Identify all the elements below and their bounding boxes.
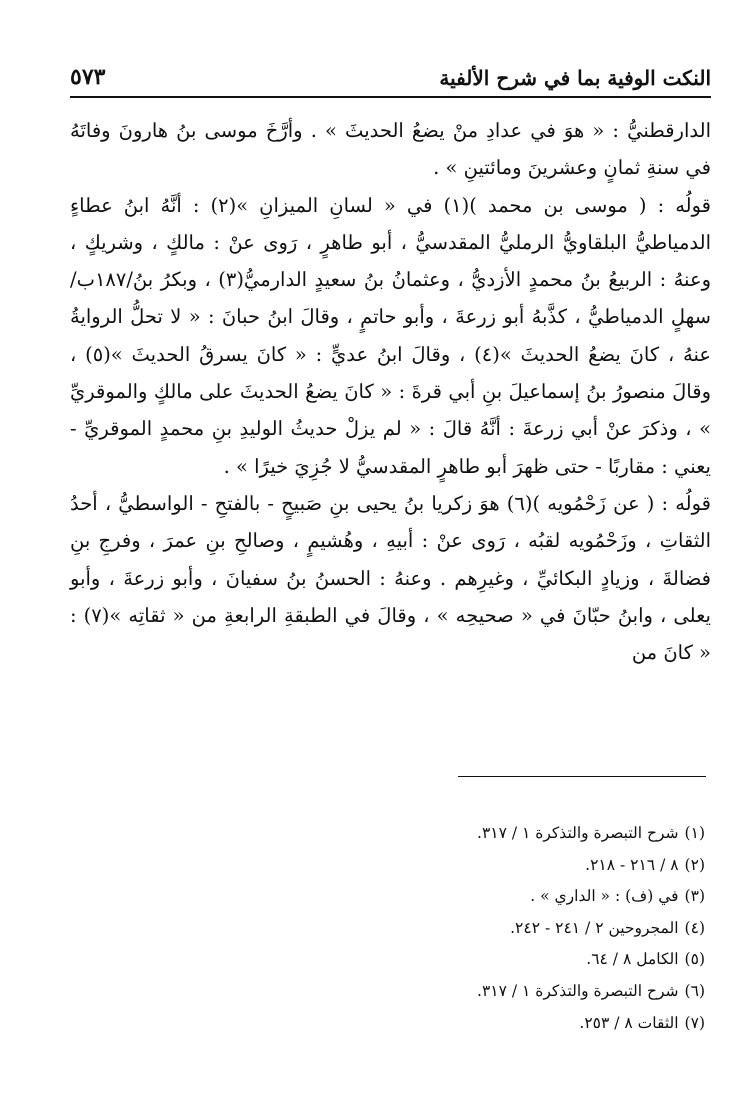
footnotes <box>70 818 705 1039</box>
paragraph: الدارقطنيُّ : « هوَ في عدادِ منْ يضعُ الحديثَ » . وأرَّخَ موسى بنُ هارونَ وفاتَهُ في سنةِ ثمانٍ وعشرينَ ومائتينِ » . <box>70 119 711 180</box>
footnote <box>70 881 705 913</box>
footnote-number: (٢) <box>684 855 705 874</box>
footnote-number: (٣) <box>684 887 705 906</box>
footnote <box>70 944 705 976</box>
running-title: النكت الوفية بما في شرح الألفية <box>439 66 711 90</box>
footnote-number: (٤) <box>684 918 705 937</box>
footnote <box>70 818 705 850</box>
page-number: ٥٧٣ <box>70 64 106 90</box>
footnote-separator <box>458 776 706 777</box>
footnote <box>70 850 705 882</box>
footnote-text: المجروحين ٢ / ٢٤١ - ٢٤٢. <box>510 918 679 937</box>
footnote <box>70 1008 705 1040</box>
page-header <box>70 50 711 98</box>
footnote <box>70 976 705 1008</box>
footnote-number: (١) <box>684 824 705 842</box>
paragraph: قولُه : ( موسى بن محمد )(١) في « لسانِ الميزانِ »(٢) : أنَّهُ ابنُ عطاءٍ الدمياطيُّ البلقاويُّ الرمليُّ المقدسيُّ ، أبو طاهرٍ ، رَوى عنْ : مالكٍ ، وشريكٍ ، وعنهُ : الربيعُ بنُ محمدٍ الأزديُّ ، وعثمانُ بنُ سعيدٍ الدارميُّ(٣) ، وبكرُ بنُ/١٨٧ب/ سهلٍ الدمياطيُّ ، كذَّبهُ أبو زرعةَ ، وأبو حاتمٍ ، وقالَ ابنُ حبانَ : « لا تحلُّ الروايةُ عنهُ ، كانَ يضعُ الحديثَ »(٤) ، وقالَ ابنُ عديٍّ : « كانَ يسرقُ الحديثَ »(٥) ، وقالَ منصورُ بنُ إسماعيلَ بنِ أبي قرةَ : « كانَ يضعُ الحديثَ على مالكٍ والموقريِّ » ، وذكرَ عنْ أبي زرعةَ : أنَّهُ قالَ : « لم يزلْ حديثُ الوليدِ بنِ محمدٍ الموقريِّ - يعني : مقاربًا - حتى ظهرَ أبو طاهرٍ المقدسيُّ لا جُزِيَ خيرًا » . <box>70 193 711 478</box>
footnote-number: (٥) <box>684 950 705 969</box>
footnote <box>70 913 705 945</box>
footnote-text: في (ف) : « الداري » . <box>530 887 679 906</box>
footnote-text: الكامل ٨ / ٦٤. <box>586 950 679 969</box>
footnote-text: شرح التبصرة والتذكرة ١ / ٣١٧. <box>477 824 679 842</box>
footnote-number: (٦) <box>684 981 705 1000</box>
paragraph: قولُه : ( عن زَحْمُويه )(٦) هوَ زكريا بنُ يحيى بنِ صَبيحٍ - بالفتحِ - الواسطيُّ ، أحدُ الثقاتِ ، وزَحْمُويه لقبُه ، رَوى عنْ : أبيهِ ، وهُشيمٍ ، وصالحِ بنِ عمرَ ، وفرجِ بنِ فضالةَ ، وزيادٍ البكائيِّ ، وغيرِهم . وعنهُ : الحسنُ بنُ سفيانَ ، وأبو زرعةَ ، وأبو يعلى ، وابنُ حبّانَ في « صحيحِه » ، وقالَ في الطبقةِ الرابعةِ من « ثقاتِه »(٧) : « كانَ من <box>70 491 711 665</box>
footnote-text: شرح التبصرة والتذكرة ١ / ٣١٧. <box>477 981 679 1000</box>
footnote-number: (٧) <box>684 1013 705 1032</box>
main-text <box>70 112 711 671</box>
footnote-text: ٨ / ٢١٦ - ٢١٨. <box>585 855 679 874</box>
footnote-text: الثقات ٨ / ٢٥٣. <box>579 1013 679 1032</box>
